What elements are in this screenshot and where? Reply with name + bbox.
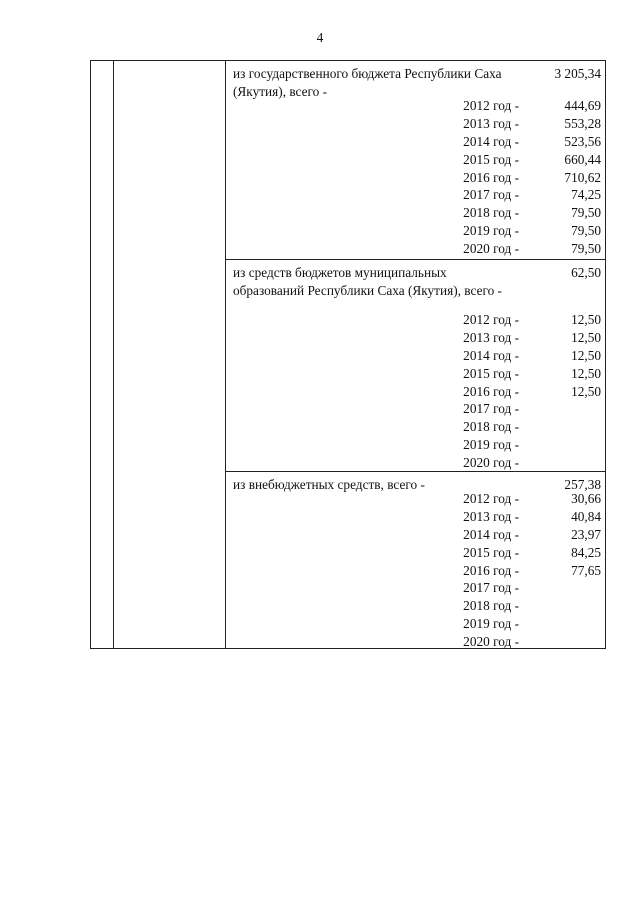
year-value: 553,28: [564, 115, 601, 131]
year-row: [225, 151, 605, 169]
section-state-budget: [225, 61, 605, 259]
year-value: 79,50: [571, 223, 601, 239]
year-label: 2014 год -: [463, 526, 519, 542]
year-value: 77,65: [571, 562, 601, 578]
year-value: 710,62: [564, 169, 601, 185]
year-row: [225, 169, 605, 187]
year-row: [225, 562, 605, 580]
year-row: [225, 115, 605, 133]
year-row: [225, 579, 605, 597]
section-title: из государственного бюджета Республики Саха (Якутия), всего -: [233, 66, 502, 99]
year-label: 2018 год -: [463, 205, 519, 221]
year-value: 79,50: [571, 241, 601, 257]
year-value: 30,66: [571, 491, 601, 506]
year-label: 2015 год -: [463, 151, 519, 167]
year-row: [225, 222, 605, 240]
year-row: [225, 454, 605, 472]
year-value: 74,25: [571, 187, 601, 203]
section-municipal-budgets: [225, 259, 605, 472]
year-label: 2017 год -: [463, 187, 519, 203]
year-row: [225, 365, 605, 383]
year-list: [225, 311, 605, 472]
year-label: 2016 год -: [463, 383, 519, 399]
year-value: 12,50: [571, 312, 601, 327]
year-row: [225, 347, 605, 365]
section-total: 257,38: [564, 477, 601, 492]
year-value: 84,25: [571, 544, 601, 560]
year-row: [225, 526, 605, 544]
year-label: 2020 год -: [463, 634, 519, 650]
year-row: [225, 418, 605, 436]
year-label: 2017 год -: [463, 580, 519, 596]
year-label: 2018 год -: [463, 598, 519, 614]
year-label: 2017 год -: [463, 401, 519, 417]
year-list: [225, 490, 605, 651]
year-row: [225, 329, 605, 347]
year-row: [225, 97, 605, 115]
year-label: 2016 год -: [463, 169, 519, 185]
year-row: [225, 597, 605, 615]
year-label: 2012 год -: [463, 98, 519, 113]
year-value: 40,84: [571, 508, 601, 524]
year-row: [225, 400, 605, 418]
section-extra-budgetary: [225, 471, 605, 650]
year-row: [225, 383, 605, 401]
year-value: 79,50: [571, 205, 601, 221]
column-divider-1: [113, 61, 114, 648]
year-row: [225, 615, 605, 633]
year-value: 12,50: [571, 347, 601, 363]
year-row: [225, 133, 605, 151]
year-label: 2018 год -: [463, 419, 519, 435]
year-value: 12,50: [571, 383, 601, 399]
year-label: 2014 год -: [463, 347, 519, 363]
section-total: 62,50: [571, 265, 601, 280]
year-label: 2015 год -: [463, 365, 519, 381]
year-row: [225, 436, 605, 454]
page-number: 4: [316, 30, 324, 45]
year-row: [225, 240, 605, 258]
year-label: 2019 год -: [463, 223, 519, 239]
year-label: 2020 год -: [463, 241, 519, 257]
year-list: [225, 97, 605, 258]
year-value: 12,50: [571, 365, 601, 381]
year-value: 523,56: [564, 133, 601, 149]
year-label: 2016 год -: [463, 562, 519, 578]
year-label: 2019 год -: [463, 437, 519, 453]
section-title: из средств бюджетов муниципальных образований Республики Саха (Якутия), всего -: [233, 265, 502, 298]
year-row: [225, 311, 605, 329]
year-row: [225, 633, 605, 651]
year-row: [225, 544, 605, 562]
section-title: из внебюджетных средств, всего -: [233, 477, 425, 492]
year-label: 2020 год -: [463, 455, 519, 471]
year-row: [225, 490, 605, 508]
year-value: 444,69: [564, 98, 601, 113]
section-total: 3 205,34: [554, 66, 601, 81]
year-label: 2014 год -: [463, 133, 519, 149]
year-label: 2012 год -: [463, 312, 519, 327]
year-row: [225, 204, 605, 222]
year-label: 2015 год -: [463, 544, 519, 560]
year-row: [225, 186, 605, 204]
funding-table: [90, 60, 606, 649]
year-label: 2012 год -: [463, 491, 519, 506]
year-row: [225, 508, 605, 526]
year-value: 660,44: [564, 151, 601, 167]
year-label: 2013 год -: [463, 329, 519, 345]
year-value: 23,97: [571, 526, 601, 542]
year-value: 12,50: [571, 329, 601, 345]
year-label: 2013 год -: [463, 508, 519, 524]
year-label: 2019 год -: [463, 616, 519, 632]
year-label: 2013 год -: [463, 115, 519, 131]
